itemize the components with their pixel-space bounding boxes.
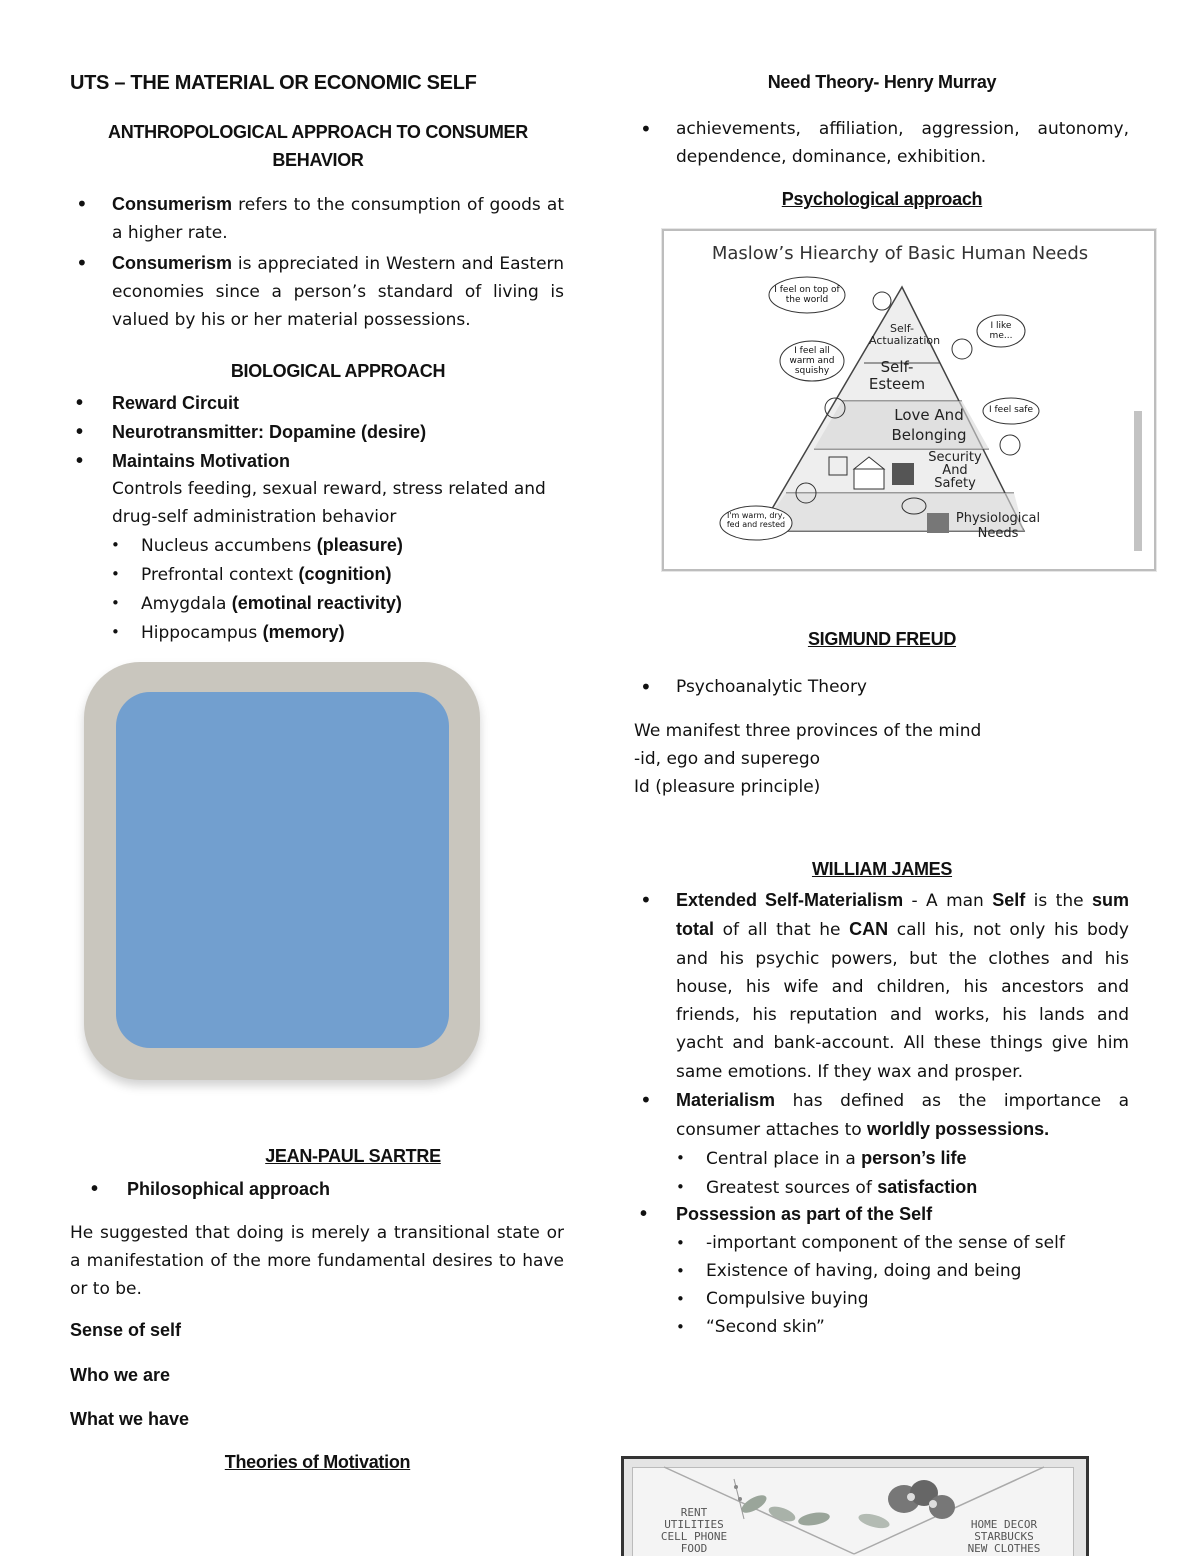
- list-item: • -important component of the sense of self: [706, 1229, 1126, 1257]
- sartre-list: [127, 1175, 557, 1203]
- biological-note: Controls feeding, sexual reward, stress related and drug-self administration behavior: [112, 479, 546, 527]
- sartre-heading: JEAN-PAUL SARTRE: [265, 1146, 441, 1166]
- maslow-bubble-text: I'm warm, dry, fed and rested: [726, 511, 786, 529]
- needs-word-list: RENT UTILITIES CELL PHONE FOOD: [660, 1506, 728, 1555]
- document-title: UTS – THE MATERIAL OR ECONOMIC SELF: [70, 72, 477, 94]
- what-we-have: What we have: [70, 1409, 190, 1429]
- maslow-bubble-text: I feel on top of the world: [774, 285, 840, 305]
- james-list: [676, 886, 1129, 1144]
- list-item: • Consumerism refers to the consumption of goods at a higher rate.: [112, 190, 564, 247]
- image-placeholder: [116, 692, 449, 1048]
- image-frame: [84, 662, 480, 1080]
- list-item: • Psychoanalytic Theory: [676, 673, 1129, 701]
- list-item: • Materialism has defined as the importance a consumer attaches to worldly possessions.: [676, 1086, 1129, 1144]
- list-item: • achievements, affiliation, aggression, autonomy, dependence, dominance, exhibition.: [676, 115, 1129, 171]
- list-item: • Maintains Motivation: [112, 447, 564, 476]
- biological-heading: BIOLOGICAL APPROACH: [230, 361, 446, 381]
- list-item: • Neurotransmitter: Dopamine (desire): [112, 418, 564, 447]
- list-item: • Existence of having, doing and being: [706, 1257, 1126, 1285]
- maslow-bubble-text: I feel safe: [988, 405, 1034, 415]
- murray-heading: Need Theory- Henry Murray: [767, 72, 997, 92]
- maslow-level-label: Self-Esteem: [868, 358, 926, 393]
- who-we-are: Who we are: [70, 1365, 171, 1385]
- list-item: • “Second skin”: [706, 1313, 1126, 1341]
- maslow-diagram: [662, 229, 1156, 571]
- freud-text: [634, 717, 1130, 801]
- maslow-level-label: Security And Safety: [928, 450, 982, 491]
- list-item: • Philosophical approach: [127, 1175, 557, 1203]
- list-item: • Reward Circuit: [112, 389, 564, 418]
- list-item: • Prefrontal context (cognition): [141, 560, 561, 589]
- freud-heading: SIGMUND FREUD: [807, 629, 957, 649]
- maslow-bubble-text: I like me...: [989, 321, 1013, 341]
- list-item: • Greatest sources of satisfaction: [706, 1173, 1126, 1202]
- freud-line: -id, ego and superego: [634, 749, 821, 769]
- list-item: • Central place in a person’s life: [706, 1144, 1126, 1173]
- list-item: • Consumerism is appreciated in Western and Eastern economies since a person’s standard of living is valued by his or her material possessions.: [112, 249, 564, 334]
- sense-of-self: Sense of self: [70, 1320, 182, 1340]
- list-item: • Extended Self-Materialism - A man Self is the sum total of all that he CAN call his, not only his body and his psychic powers, but the clothes and his house, his wife and children, his ancestors and friends, his reputation and works, his lands and yacht and bank-account. All these things give him same emotions. If they wax and prosper.: [676, 886, 1129, 1086]
- list-item: • Possession as part of the Self: [676, 1200, 1129, 1228]
- psychological-heading: Psychological approach: [781, 189, 983, 209]
- list-item: • Nucleus accumbens (pleasure): [141, 531, 561, 560]
- possession-list: [676, 1200, 1129, 1228]
- murray-list: [676, 115, 1129, 171]
- biological-list: [112, 389, 564, 476]
- anthropological-heading: ANTHROPOLOGICAL APPROACH TO CONSUMER BEHAVIOR: [108, 122, 528, 170]
- list-item: • Compulsive buying: [706, 1285, 1126, 1313]
- list-item: • Amygdala (emotinal reactivity): [141, 589, 561, 618]
- wants-word-list: HOME DECOR STARBUCKS NEW CLOTHES: [967, 1518, 1041, 1555]
- anthropological-list: [112, 190, 564, 334]
- freud-line: Id (pleasure principle): [634, 777, 821, 797]
- freud-list: [676, 673, 1129, 701]
- maslow-level-label: Self-Actualization: [869, 322, 941, 347]
- james-heading: WILLIAM JAMES: [811, 859, 953, 879]
- brain-parts-list: [141, 531, 561, 647]
- list-item: • Hippocampus (memory): [141, 618, 561, 647]
- maslow-level-label: Physiological Needs: [955, 511, 1041, 541]
- freud-line: We manifest three provinces of the mind: [634, 721, 982, 741]
- sartre-text: He suggested that doing is merely a transitional state or a manifestation of the more fundamental desires to have or to be.: [70, 1223, 564, 1299]
- needs-wants-image: [621, 1456, 1089, 1556]
- motivation-heading: Theories of Motivation: [224, 1452, 411, 1472]
- possession-sublist: [706, 1229, 1126, 1341]
- materialism-sublist: [706, 1144, 1126, 1202]
- maslow-level-label: Love And Belonging: [891, 406, 967, 444]
- maslow-title: Maslow’s Hiearchy of Basic Human Needs: [711, 243, 1089, 264]
- maslow-bubble-text: I feel all warm and squishy: [789, 346, 835, 376]
